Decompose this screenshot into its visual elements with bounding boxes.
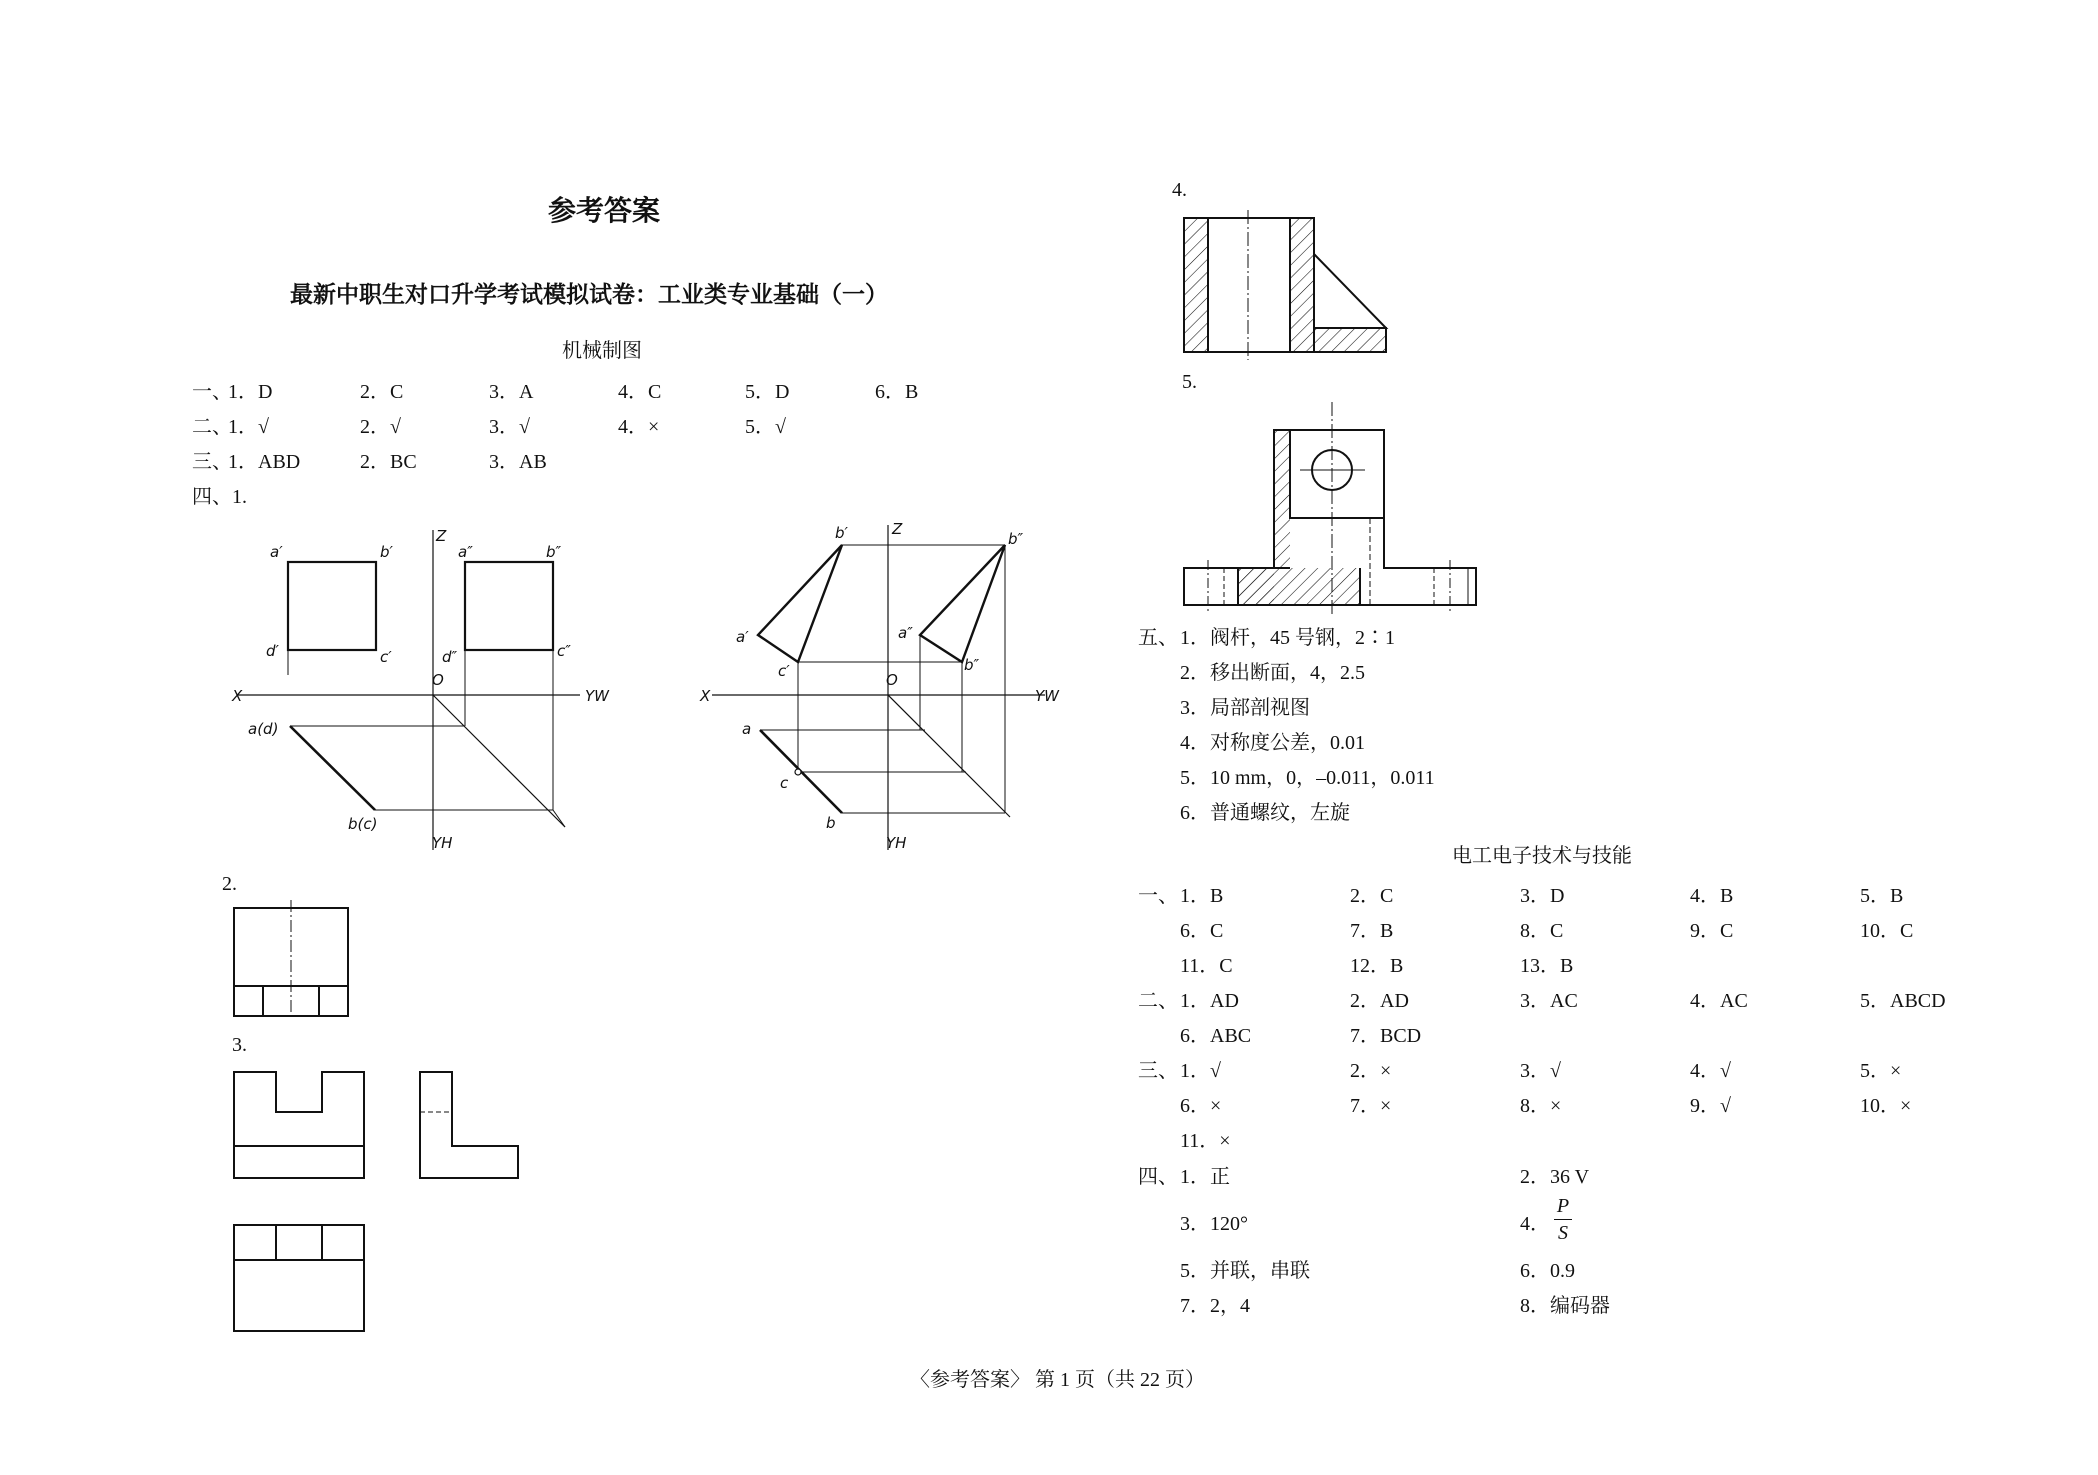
answer-item: 3．AB bbox=[489, 451, 547, 473]
answer-item: 5．10 mm，0，–0.011，0.011 bbox=[1180, 767, 1435, 789]
q2-figure bbox=[230, 900, 355, 1020]
answer-item: 3．D bbox=[1520, 885, 1565, 907]
answer-item: 1．阀杆，45 号钢，2∶1 bbox=[1180, 627, 1395, 649]
answer-item: 3．120° bbox=[1180, 1213, 1248, 1235]
answer-item: 2．× bbox=[1350, 1060, 1392, 1082]
answer-item: 9．√ bbox=[1690, 1095, 1731, 1117]
answer-item: 3．A bbox=[489, 381, 534, 403]
answer-item: 3．√ bbox=[1520, 1060, 1561, 1082]
q3-figure bbox=[230, 1068, 530, 1348]
label: b″ bbox=[964, 656, 980, 674]
label: b(c) bbox=[348, 815, 378, 833]
elec-row4-prefix: 二、 bbox=[1138, 990, 1178, 1012]
answer-item: 1．√ bbox=[1180, 1060, 1221, 1082]
answer-item: 7．B bbox=[1350, 920, 1394, 942]
label: YW bbox=[1035, 687, 1059, 705]
fraction-numerator: P bbox=[1556, 1195, 1570, 1217]
label: c bbox=[780, 774, 789, 792]
fraction-p-over-s bbox=[1554, 1194, 1572, 1245]
answer-item: 10．× bbox=[1860, 1095, 1912, 1117]
label: b″ bbox=[546, 543, 562, 561]
answer-item: 6．ABC bbox=[1180, 1025, 1252, 1047]
answer-item: 7．BCD bbox=[1350, 1025, 1422, 1047]
answer-item: 3．AC bbox=[1520, 990, 1578, 1012]
projection-figure-2 bbox=[700, 520, 1080, 865]
elec-row6-prefix: 三、 bbox=[1138, 1060, 1178, 1082]
answer-item: 12．B bbox=[1350, 955, 1404, 977]
answer-item: 2．移出断面，4，2.5 bbox=[1180, 662, 1365, 684]
front-view-square bbox=[288, 562, 376, 650]
q4-section-figure bbox=[1180, 210, 1400, 360]
answer-item: 2．√ bbox=[360, 416, 401, 438]
label: YW bbox=[585, 687, 609, 705]
fraction-denominator: S bbox=[1558, 1222, 1568, 1244]
answer-item: 1．D bbox=[228, 381, 273, 403]
bisector bbox=[433, 695, 565, 827]
answer-item: 6．× bbox=[1180, 1095, 1222, 1117]
q4-fig-label: 4. bbox=[1172, 179, 1187, 201]
answer-item: 4．√ bbox=[1690, 1060, 1731, 1082]
exam-subtitle: 最新中职生对口升学考试模拟试卷：工业类专业基础（一） bbox=[290, 282, 888, 307]
answer-item: 1．B bbox=[1180, 885, 1224, 907]
answer-item: 2．C bbox=[1350, 885, 1394, 907]
label: a′ bbox=[270, 543, 283, 561]
label: a″ bbox=[458, 543, 473, 561]
label: a″ bbox=[898, 624, 913, 642]
label: YH bbox=[432, 834, 453, 852]
label: b′ bbox=[380, 543, 393, 561]
label: O bbox=[886, 671, 898, 689]
label: b″ bbox=[1008, 530, 1024, 548]
answer-item: 1．ABD bbox=[228, 451, 301, 473]
answer-item: 8．C bbox=[1520, 920, 1564, 942]
answer-item: 13．B bbox=[1520, 955, 1574, 977]
label: d″ bbox=[442, 648, 458, 666]
answer-item: 4．对称度公差，0.01 bbox=[1180, 732, 1365, 754]
side-view-triangle bbox=[920, 545, 1005, 662]
answer-item: 3．局部剖视图 bbox=[1180, 697, 1310, 719]
label: a bbox=[742, 720, 752, 738]
answer-item: 7．× bbox=[1350, 1095, 1392, 1117]
answer-item: 4． bbox=[1520, 1213, 1550, 1235]
bisector bbox=[888, 695, 1010, 817]
section-title-elec: 电工电子技术与技能 bbox=[1452, 843, 1632, 867]
side-view-square bbox=[465, 562, 553, 650]
label: b bbox=[826, 814, 836, 832]
page-title: 参考答案 bbox=[548, 196, 661, 227]
answer-item: 1．正 bbox=[1180, 1166, 1230, 1188]
elec-fill-prefix: 四、 bbox=[1138, 1166, 1178, 1188]
q3-label: 3. bbox=[232, 1034, 247, 1056]
label: b′ bbox=[835, 524, 848, 542]
answer-item: 10．C bbox=[1860, 920, 1914, 942]
section-title-mech: 机械制图 bbox=[562, 338, 642, 362]
label: c″ bbox=[557, 642, 571, 660]
label: c′ bbox=[380, 648, 392, 666]
answer-item: 6．B bbox=[875, 381, 919, 403]
mech-q5-prefix: 五、 bbox=[1138, 627, 1178, 649]
answer-item: 11．× bbox=[1180, 1130, 1231, 1152]
label: Z bbox=[892, 520, 903, 538]
label: a(d) bbox=[248, 720, 279, 738]
answer-item: 3．√ bbox=[489, 416, 530, 438]
answer-item: 5．B bbox=[1860, 885, 1904, 907]
answer-item: 4．B bbox=[1690, 885, 1734, 907]
elec-row1-prefix: 一、 bbox=[1138, 885, 1178, 907]
label: X bbox=[700, 687, 711, 705]
answer-item: 1．AD bbox=[1180, 990, 1239, 1012]
answer-item: 4．AC bbox=[1690, 990, 1748, 1012]
label: Z bbox=[436, 527, 447, 545]
q2-label: 2. bbox=[222, 873, 237, 895]
answer-item: 8．编码器 bbox=[1520, 1295, 1610, 1317]
front-view-triangle bbox=[758, 545, 842, 662]
answer-item: 4．× bbox=[618, 416, 660, 438]
q4-label: 四、1. bbox=[192, 486, 247, 508]
answer-item: 8．× bbox=[1520, 1095, 1562, 1117]
answer-item: 5．√ bbox=[745, 416, 786, 438]
answer-item: 2．36 V bbox=[1520, 1166, 1590, 1188]
answer-item: 6．普通螺纹，左旋 bbox=[1180, 802, 1350, 824]
answer-item: 5．并联，串联 bbox=[1180, 1260, 1310, 1282]
answer-item: 4．C bbox=[618, 381, 662, 403]
label: a′ bbox=[736, 628, 749, 646]
answer-item: 6．0.9 bbox=[1520, 1260, 1575, 1282]
answer-item: 5．× bbox=[1860, 1060, 1902, 1082]
answer-item: 5．D bbox=[745, 381, 790, 403]
label: X bbox=[232, 687, 243, 705]
label: YH bbox=[886, 834, 907, 852]
answer-item: 5．ABCD bbox=[1860, 990, 1946, 1012]
answer-item: 2．AD bbox=[1350, 990, 1409, 1012]
label: c′ bbox=[778, 662, 790, 680]
answer-item: 11．C bbox=[1180, 955, 1233, 977]
answer-item: 9．C bbox=[1690, 920, 1734, 942]
q5-fig-label: 5. bbox=[1182, 371, 1197, 393]
top-view-edge bbox=[290, 726, 375, 810]
answer-item: 7．2，4 bbox=[1180, 1295, 1250, 1317]
label: d′ bbox=[266, 642, 279, 660]
mech-row1-prefix: 一、 bbox=[192, 381, 232, 403]
mech-row3-prefix: 三、 bbox=[192, 451, 232, 473]
answer-item: 6．C bbox=[1180, 920, 1224, 942]
answer-item: 1．√ bbox=[228, 416, 269, 438]
projection-figure-1 bbox=[220, 520, 609, 865]
answer-item: 2．C bbox=[360, 381, 404, 403]
mech-row2-prefix: 二、 bbox=[192, 416, 232, 438]
label: O bbox=[432, 671, 444, 689]
q5-support-figure bbox=[1180, 400, 1490, 620]
answer-item: 2．BC bbox=[360, 451, 417, 473]
page-footer: 〈参考答案〉 第 1 页（共 22 页） bbox=[910, 1369, 1205, 1391]
